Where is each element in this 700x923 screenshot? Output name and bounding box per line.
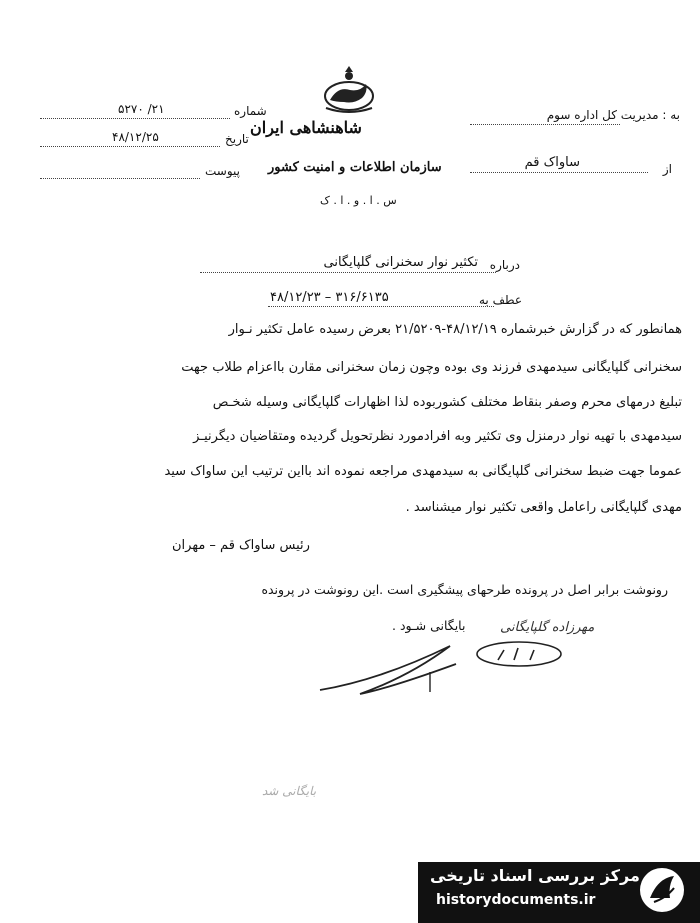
- archive-logo-icon: [636, 864, 688, 916]
- signature-title: رئیس ساواک قم – مهران: [172, 538, 310, 553]
- body-line-2: سخنرانی گلپایگانی سیدمهدی فرزند وی بوده وچون زمان سخنرانی مقارن بااعزام طلاب جهت: [181, 360, 682, 375]
- watermark-title: مرکز بررسی اسناد تاریخی: [430, 866, 640, 885]
- sender-prefix: از: [662, 162, 672, 176]
- lion-and-sun-emblem-icon: [316, 64, 382, 116]
- org-line-2: سازمان اطلاعات و امنیت کشور: [268, 160, 442, 175]
- number-value: ۲۱/ ۵۲۷۰: [118, 102, 165, 116]
- number-dotted-line: [40, 118, 230, 119]
- subject-text: تکثیر نوار سخنرانی گلپایگانی: [323, 255, 478, 270]
- date-value: ۴۸/۱۲/۲۵: [112, 130, 159, 144]
- watermark-url: historydocuments.ir: [436, 892, 596, 908]
- body-line-3: تبلیغ درمهای محرم وصفر بنقاط مختلف کشوربوده لذا اظهارات گلپایگانی وسیله شخـص: [212, 395, 682, 410]
- sender-dotted-line: [470, 172, 648, 173]
- archive-note: بایگانی شـود .: [392, 618, 466, 633]
- subject-label: درباره: [489, 258, 520, 272]
- copy-note: رونوشت برابر اصل در پرونده طرحهای پیشگیری است .این رونوشت در پرونده: [261, 582, 668, 597]
- handwritten-annotation: مهرزاده گلپایگانی: [500, 620, 595, 635]
- org-code: س . ا . و . ا . ک: [320, 194, 397, 207]
- subject-dotted-line: [200, 272, 496, 273]
- recipient-dotted-line: [470, 124, 620, 125]
- attachment-label: پیوست: [205, 164, 240, 178]
- body-line-5: عموما جهت ضبط سخنرانی گلپایگانی به سیدمهدی مراجعه نموده اند بااین ترتیب این ساواک سید: [164, 464, 682, 479]
- attachment-dotted-line: [40, 178, 200, 179]
- handwritten-circle-mark-icon: [474, 638, 564, 670]
- sender-name: ساواک قم: [524, 155, 580, 170]
- org-line-1: شاهنشاهی ایران: [250, 118, 362, 137]
- faint-note: بایگانی شد: [262, 784, 317, 798]
- body-line-6: مهدی گلپایگانی راعامل واقعی تکثیر نوار میشناسد .: [405, 500, 682, 515]
- reference-dotted-line: [268, 306, 494, 307]
- signature-flourish-icon: [318, 642, 458, 698]
- reference-label: عطف به: [478, 293, 522, 307]
- recipient-line: به : مدیریت کل اداره سوم: [546, 108, 680, 122]
- date-label: تاریخ: [225, 132, 249, 146]
- reference-text: ۴۸/۱۲/۲۳ – ۳۱۶/۶۱۳۵: [270, 290, 389, 305]
- number-label: شماره: [234, 104, 267, 118]
- body-line-1: همانطور که در گزارش خبرشماره ۴۸/۱۲/۱۹-۲۱/۵۲۰۹ بعرض رسیده عامل تکثیر نـوار: [228, 322, 682, 337]
- body-line-4: سیدمهدی با تهیه نوار درمنزل وی تکثیر وبه افرادمورد نظرتحویل گردیده ومتقاضیان دیگرنیـز: [193, 429, 682, 444]
- date-dotted-line: [40, 146, 220, 147]
